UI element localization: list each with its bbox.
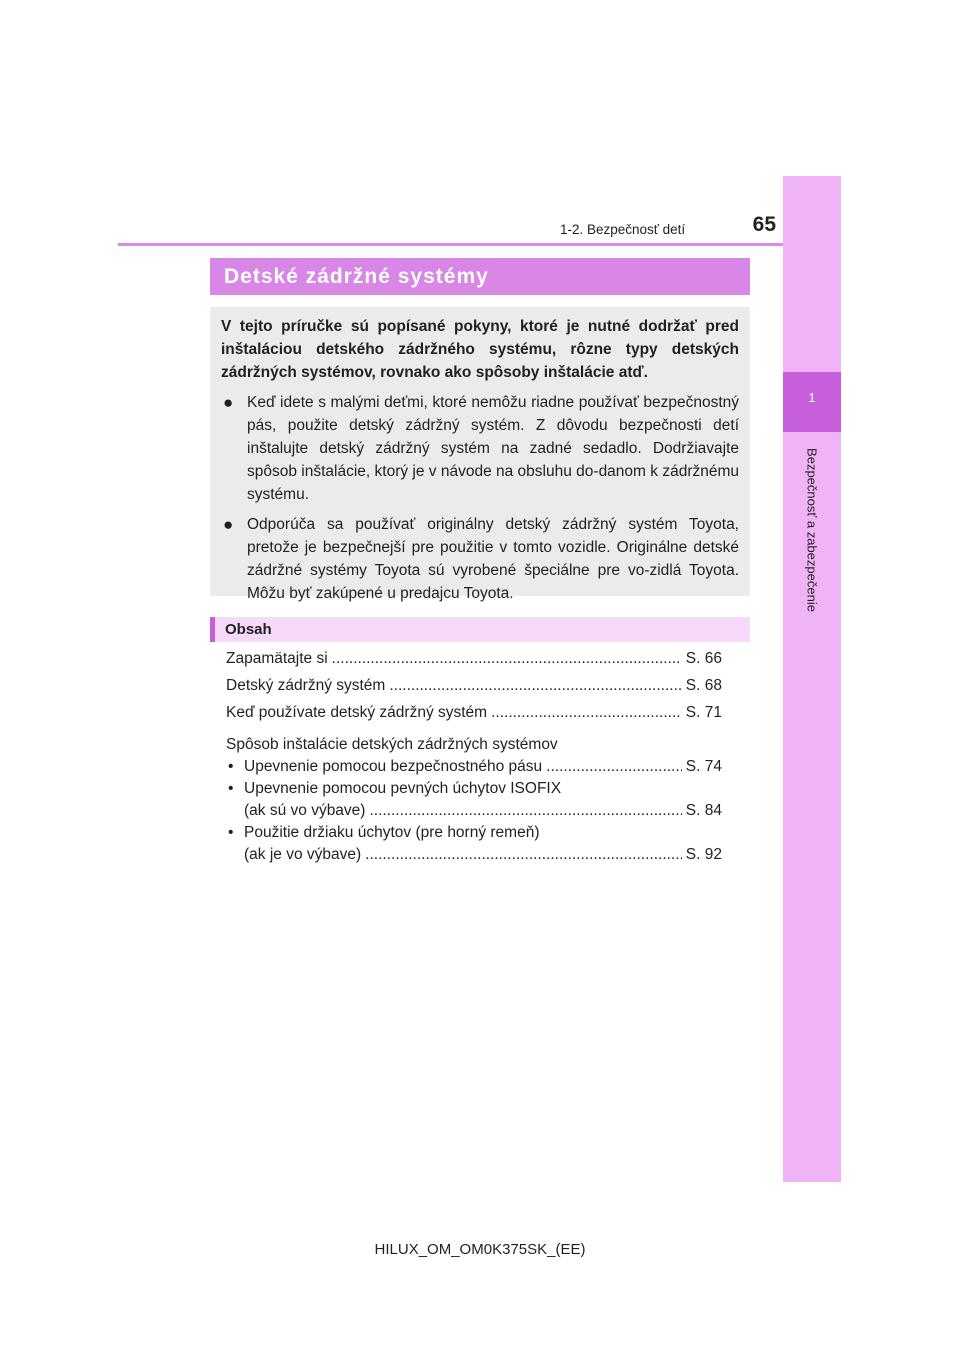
toc-heading: Obsah <box>210 617 750 642</box>
document-code-footer: HILUX_OM_OM0K375SK_(EE) <box>374 1241 586 1258</box>
bullet-dot-icon: ● <box>223 393 234 412</box>
toc-leader-dots <box>369 800 681 822</box>
intro-bullet <box>221 513 739 605</box>
header-rule <box>118 243 783 246</box>
toc-entry[interactable] <box>226 702 722 724</box>
toc-entry-page: S. 68 <box>685 677 722 694</box>
toc-entry-label: Zapamätajte si <box>226 650 328 667</box>
intro-bullet-text: Keď idete s malými deťmi, ktoré nemôžu riadne používať bezpečnostný pás, použite detský zádržný systém. Z dôvodu bezpečnosti detí inštalujte detský zádržný systém na zadné sedadlo. Dodržiavajte spôsob inštalácie, ktorý je v návode na obsluhu do-danom k zádržnému systému. <box>247 394 739 503</box>
toc-subentry-cont: (ak sú vo výbave) <box>244 802 366 819</box>
chapter-number: 1 <box>808 390 816 405</box>
toc-leader-dots <box>491 702 682 724</box>
toc-entry-page: S. 74 <box>685 758 722 775</box>
bullet-icon: • <box>228 824 234 841</box>
toc-leader-dots <box>546 756 682 778</box>
toc-subentry[interactable] <box>226 778 722 800</box>
bullet-icon: • <box>228 780 234 797</box>
toc-entry-label: Keď používate detský zádržný systém <box>226 704 488 721</box>
toc-subentry-continuation[interactable] <box>226 844 722 866</box>
toc-group-title: Spôsob inštalácie detských zádržných systémov <box>226 736 558 753</box>
toc-entry[interactable] <box>226 675 722 697</box>
toc-subentry[interactable] <box>226 822 722 844</box>
toc-leader-dots <box>365 844 682 866</box>
toc-entry-page: S. 84 <box>685 802 722 819</box>
intro-bullet <box>221 391 739 506</box>
toc-subentry-continuation[interactable] <box>226 800 722 822</box>
toc-entry[interactable] <box>226 648 722 670</box>
toc-subentry-label: Upevnenie pomocou pevných úchytov ISOFIX <box>244 780 562 797</box>
toc-subentry-label: Použitie držiaku úchytov (pre horný remeň) <box>244 824 540 841</box>
intro-box <box>210 307 750 602</box>
toc-entry-page: S. 71 <box>685 704 722 721</box>
section-label: 1-2. Bezpečnosť detí <box>560 222 686 237</box>
table-of-contents <box>226 648 722 866</box>
toc-subentry-label: Upevnenie pomocou bezpečnostného pásu <box>244 758 543 775</box>
page-number: 65 <box>752 213 776 236</box>
toc-entry-page: S. 66 <box>685 650 722 667</box>
toc-leader-dots <box>389 675 681 697</box>
intro-bullet-text: Odporúča sa používať originálny detský zádržný systém Toyota, pretože je bezpečnejší pre použitie v tomto vozidle. Originálne detské zádržné systémy Toyota sú vyrobené špeciálne pre vo-zidlá Toyota. Môžu byť zakúpené u predajcu Toyota. <box>247 516 739 602</box>
toc-leader-dots <box>332 648 682 670</box>
intro-lead: V tejto príručke sú popísané pokyny, ktoré je nutné dodržať pred inštaláciou detského zádržného systému, rôzne typy detských zádržných systémov, rovnako ako spôsoby inštalácie atď. <box>221 318 739 381</box>
toc-subentry-cont: (ak je vo výbave) <box>244 846 362 863</box>
toc-entry-page: S. 92 <box>685 846 722 863</box>
bullet-dot-icon: ● <box>223 515 234 534</box>
page-title: Detské zádržné systémy <box>210 258 750 295</box>
toc-entry-label: Detský zádržný systém <box>226 677 386 694</box>
toc-subentry[interactable] <box>226 756 722 778</box>
chapter-side-tab <box>783 176 841 1182</box>
bullet-icon: • <box>228 758 234 775</box>
chapter-title-vertical: Bezpečnosť a zabezpečenie <box>804 448 820 612</box>
